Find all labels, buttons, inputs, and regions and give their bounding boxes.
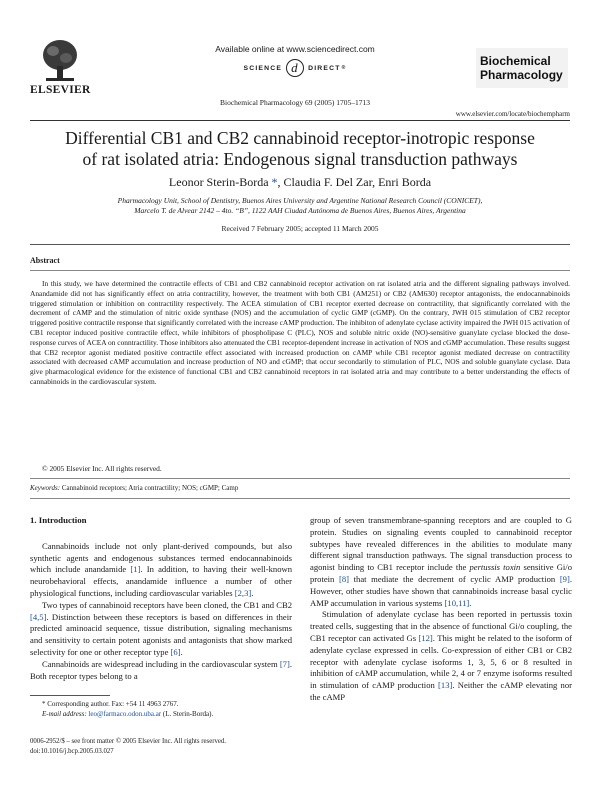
journal-url[interactable]: www.elsevier.com/locate/biochempharm (455, 110, 570, 118)
affiliation: Pharmacology Unit, School of Dentistry, Buenos Aires University and Argentine National Research Council (CONICET), Marcelo T. de Alvear 2142 – 4to. “B”, 1122 AAH Ciudad Autónoma de Buenos Aires, Buenos Aires, Argentina (117, 196, 483, 215)
abstract-divider (30, 270, 570, 271)
reference-link[interactable]: [2,3] (234, 587, 252, 598)
sd-right-text: DIRECT (308, 64, 341, 72)
other-authors: , Claudia F. Del Zar, Enri Borda (277, 175, 432, 189)
keywords (30, 484, 238, 492)
paragraph: group of seven transmembrane-spanning receptors and are coupled to G protein. Studies on signaling events coupled to cannabinoid receptor subtypes have revealed differences in the abilities to modulate many different signal transduction pathways. The signal transduction process to agonist binding to CB1 receptor include the pertussis toxin sensitive Gi/o protein [8] that mediate the decrement of cyclic AMP production [9]. However, other studies have shown that cannabinoids increase basal cyclic AMP accumulation in various systems [10,11]. (310, 515, 572, 608)
body-column-left (30, 515, 292, 682)
email-line: E-mail address: leo@farmaco.odon.uba.ar (L. Sterin-Borda). (42, 710, 214, 718)
journal-name: Biochemical Pharmacology (480, 54, 563, 82)
doi-line[interactable]: doi:10.1016/j.bcp.2005.03.027 (30, 747, 114, 755)
available-online-text: Available online at www.sciencedirect.com (215, 44, 375, 54)
section-heading-introduction: 1. Introduction (30, 515, 87, 525)
elsevier-tree-icon (40, 38, 80, 82)
sd-left-text: SCIENCE (243, 64, 283, 72)
paragraph: Cannabinoids are widespread including in the cardiovascular system [7]. Both receptor types belong to a (30, 658, 292, 681)
reference-link[interactable]: [12] (418, 632, 433, 643)
reference-link[interactable]: [8] (338, 573, 350, 584)
article-title: Differential CB1 and CB2 cannabinoid receptor-inotropic response of rat isolated atria: Endogenous signal transduction pathways (65, 128, 535, 169)
footnote-divider (30, 695, 110, 696)
issn-line: 0006-2952/$ – see front matter © 2005 Elsevier Inc. All rights reserved. (30, 738, 226, 745)
header-divider (30, 120, 570, 121)
reference-link[interactable]: [9] (559, 573, 570, 584)
sd-circle-icon (286, 59, 304, 77)
journal-citation: Biochemical Pharmacology 69 (2005) 1705–1713 (220, 98, 370, 107)
reference-link[interactable]: [13] (438, 680, 453, 691)
reference-link[interactable]: [1] (130, 564, 141, 575)
body-column-right (310, 515, 572, 704)
paragraph: Stimulation of adenylate cyclase has been reported in pertussis toxin treated cells, suggesting that in the absence of functional Gi/o coupling, the CB1 receptor can activated Gs [12]. This might be related to the isoform of adenylate cyclase expressed in cells. Co-expression of either CB1 or CB2 receptor with adenylate cyclase isoforms 1, 3, 5, 6 or 8 resulted in inhibition of cAMP accumulation, while 2, 4 or 7 enzyme isoforms resulted in stimulation of cAMP production [13]. Neither the cAMP elevating nor the cAMP (310, 609, 572, 702)
keywords-label: Keywords: (30, 484, 61, 492)
abstract-copyright: © 2005 Elsevier Inc. All rights reserved. (42, 464, 162, 473)
journal-header (30, 38, 570, 116)
paragraph: Cannabinoids include not only plant-derived compounds, but also synthetic agents and endogenous substances termed endocannabinoids which include anandamide [1]. In addition, to having their well-known neurobehavioral effects, anandamide influence a number of other physiological functions, including cardiovascular variables [2,3]. (30, 540, 292, 598)
elsevier-logo (30, 38, 90, 100)
corresponding-author-mark[interactable]: * (268, 175, 278, 189)
title-divider (30, 244, 570, 245)
email-link[interactable]: leo@farmaco.odon.uba.ar (86, 710, 162, 718)
keywords-divider-top (30, 478, 570, 479)
sd-trademark: ® (341, 65, 347, 71)
publisher-name: ELSEVIER (30, 84, 91, 96)
reference-link[interactable]: [4,5] (30, 611, 47, 622)
reference-link[interactable]: [7] (279, 658, 290, 669)
keywords-list: Cannabinoid receptors; Atria contractility; NOS; cGMP; Camp (60, 484, 239, 492)
publication-info (30, 737, 292, 756)
corresponding-author-note: * Corresponding author. Fax: +54 11 4963 2767. (42, 700, 179, 708)
abstract-heading: Abstract (30, 256, 60, 265)
paragraph: Two types of cannabinoid receptors have been cloned, the CB1 and CB2 [4,5]. Distinction between these receptors is based on differences in their predicted aminoacid sequence, tissue distribution, signaling mechanisms and sensitivity to certain potent agonists and antagonists that show marked selectivity for one or other receptor type [6]. (30, 599, 292, 657)
footnote (30, 699, 292, 719)
reference-link[interactable]: [6] (170, 646, 181, 657)
journal-logo-box (476, 48, 568, 88)
author-list (40, 175, 560, 190)
received-dates: Received 7 February 2005; accepted 11 March 2005 (221, 224, 379, 233)
keywords-divider-bottom (30, 498, 570, 499)
abstract-text: In this study, we have determined the contractile effects of CB1 and CB2 cannabinoid receptor activation on rat isolated atria and the different signaling pathways involved. Anandamide did not has significantly effect on atria contractility, however, the treatment with both CB1 (AM251) or CB2 (AM630) receptor antagonists, the endocannabinoids triggered stimulation or inhibition on contractility respectively. The ACEA stimulation of CB1 receptor exerted decrease on contractility, that significantly correlated with the decrement of cAMP and the stimulation of nitric oxide synthase (NOS) and the accumulation of cyclic GMP (cGMP). On the contrary, JWH 015 stimulation of CB2 receptor triggered positive contractile response that significantly correlated with the increase cAMP production. The inhibiton of adenylate cyclase activity impaired the JWH 015 activation of CB1 receptor induced positive contractile effect, while inhibitors of phospholipase C (PLC), NOS and soluble nitric oxide (NO)-sensitive guanylate cyclase blocked the dose-response curves of ACEA on conntractility. Those inhibitors also attenuated the CB1 receptor-dependent increase in activation of NOS and cGMP accumulation. These results suggest that CB2 receptor agonist mediated positive contractile effect associated with increased production on cAMP while CB1 receptor agonist mediated decrease on contractility associated with decreased cAMP accumulation and increase production of NO and cGMP; that occur secondarily to stimulation of PLC, NOS and soluble guanylate cyclase. Data give pharmacological evidence for the existence of functional CB1 and CB2 cannabinoid receptors in rat isolated atria and may contribute to a better understanding the effects of cannabinoids in the cardiovascular system. (30, 279, 570, 386)
author-1: Leonor Sterin-Borda (168, 175, 269, 189)
sciencedirect-logo (192, 58, 398, 78)
reference-link[interactable]: [10,11] (444, 597, 470, 608)
